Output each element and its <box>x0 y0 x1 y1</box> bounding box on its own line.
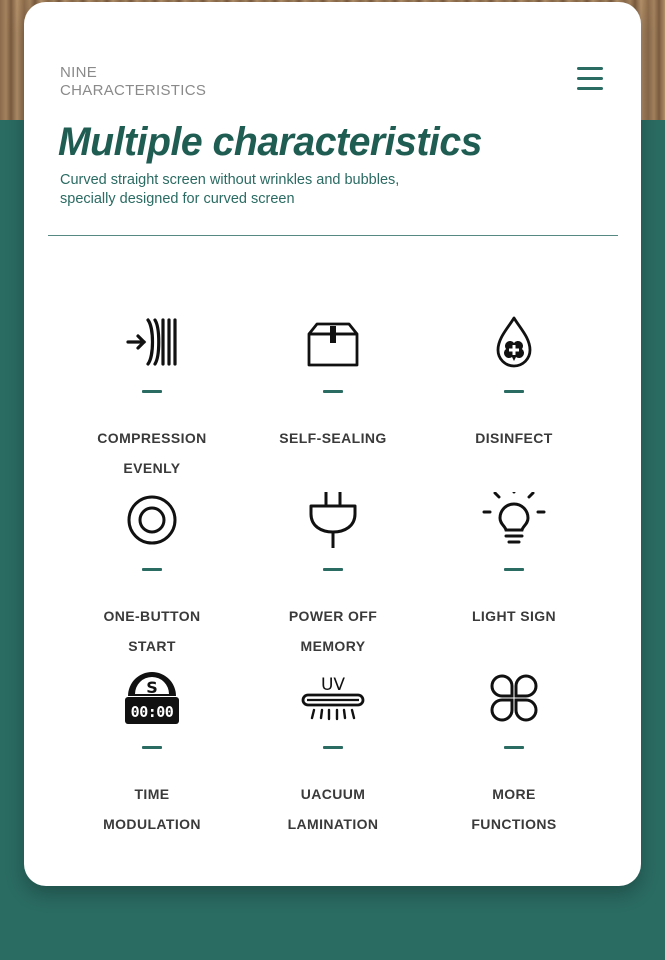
uv-lamp-icon <box>301 670 365 726</box>
eyebrow-line-1: NINE <box>60 64 98 81</box>
feature-label: TIME MODULATION <box>103 786 201 832</box>
feature-dash <box>504 568 524 571</box>
feature-uacuum-lamination <box>243 670 423 847</box>
feature-dash <box>142 390 162 393</box>
feature-self-sealing <box>243 314 423 476</box>
drop-cross-icon <box>486 314 542 370</box>
feature-dash <box>323 568 343 571</box>
sealed-box-icon <box>305 314 361 370</box>
eyebrow-line-2: CHARACTERISTICS <box>60 82 207 99</box>
feature-label: UACUUM LAMINATION <box>287 786 379 832</box>
feature-dash <box>323 746 343 749</box>
timer-icon <box>124 670 180 726</box>
feature-more-functions <box>424 670 604 847</box>
compression-arrow-icon <box>124 314 180 370</box>
four-petal-icon <box>486 670 542 726</box>
feature-label: MORE FUNCTIONS <box>471 786 557 832</box>
light-bulb-icon <box>482 492 546 548</box>
divider <box>48 235 618 236</box>
page-subtitle <box>60 171 480 209</box>
feature-label: SELF-SEALING <box>279 430 387 446</box>
plug-icon <box>305 492 361 548</box>
feature-dash <box>504 390 524 393</box>
menu-icon[interactable] <box>577 67 603 93</box>
power-button-icon <box>124 492 180 548</box>
feature-label: POWER OFF MEMORY <box>288 608 378 654</box>
feature-label: LIGHT SIGN <box>471 608 557 624</box>
feature-label: COMPRESSION EVENLY <box>97 430 207 476</box>
page-title: Multiple characteristics <box>58 120 482 164</box>
feature-dash <box>142 568 162 571</box>
feature-dash <box>142 746 162 749</box>
characteristics-card <box>24 2 641 886</box>
feature-compression-evenly <box>62 314 242 491</box>
feature-time-modulation <box>62 670 242 847</box>
feature-label: ONE-BUTTON START <box>103 608 201 654</box>
subtitle-line-1: Curved straight screen without wrinkles and bubbles, <box>60 172 400 188</box>
uv-text: UV <box>320 675 346 695</box>
timer-display: 00:00 <box>130 703 174 721</box>
feature-power-off-memory <box>243 492 423 669</box>
feature-one-button-start <box>62 492 242 669</box>
subtitle-line-2: specially designed for curved screen <box>60 191 295 207</box>
feature-label: DISINFECT <box>475 430 553 446</box>
timer-letter: S <box>146 678 158 697</box>
feature-disinfect <box>424 314 604 476</box>
feature-dash <box>504 746 524 749</box>
section-eyebrow <box>60 64 320 100</box>
feature-light-sign <box>424 492 604 654</box>
feature-dash <box>323 390 343 393</box>
